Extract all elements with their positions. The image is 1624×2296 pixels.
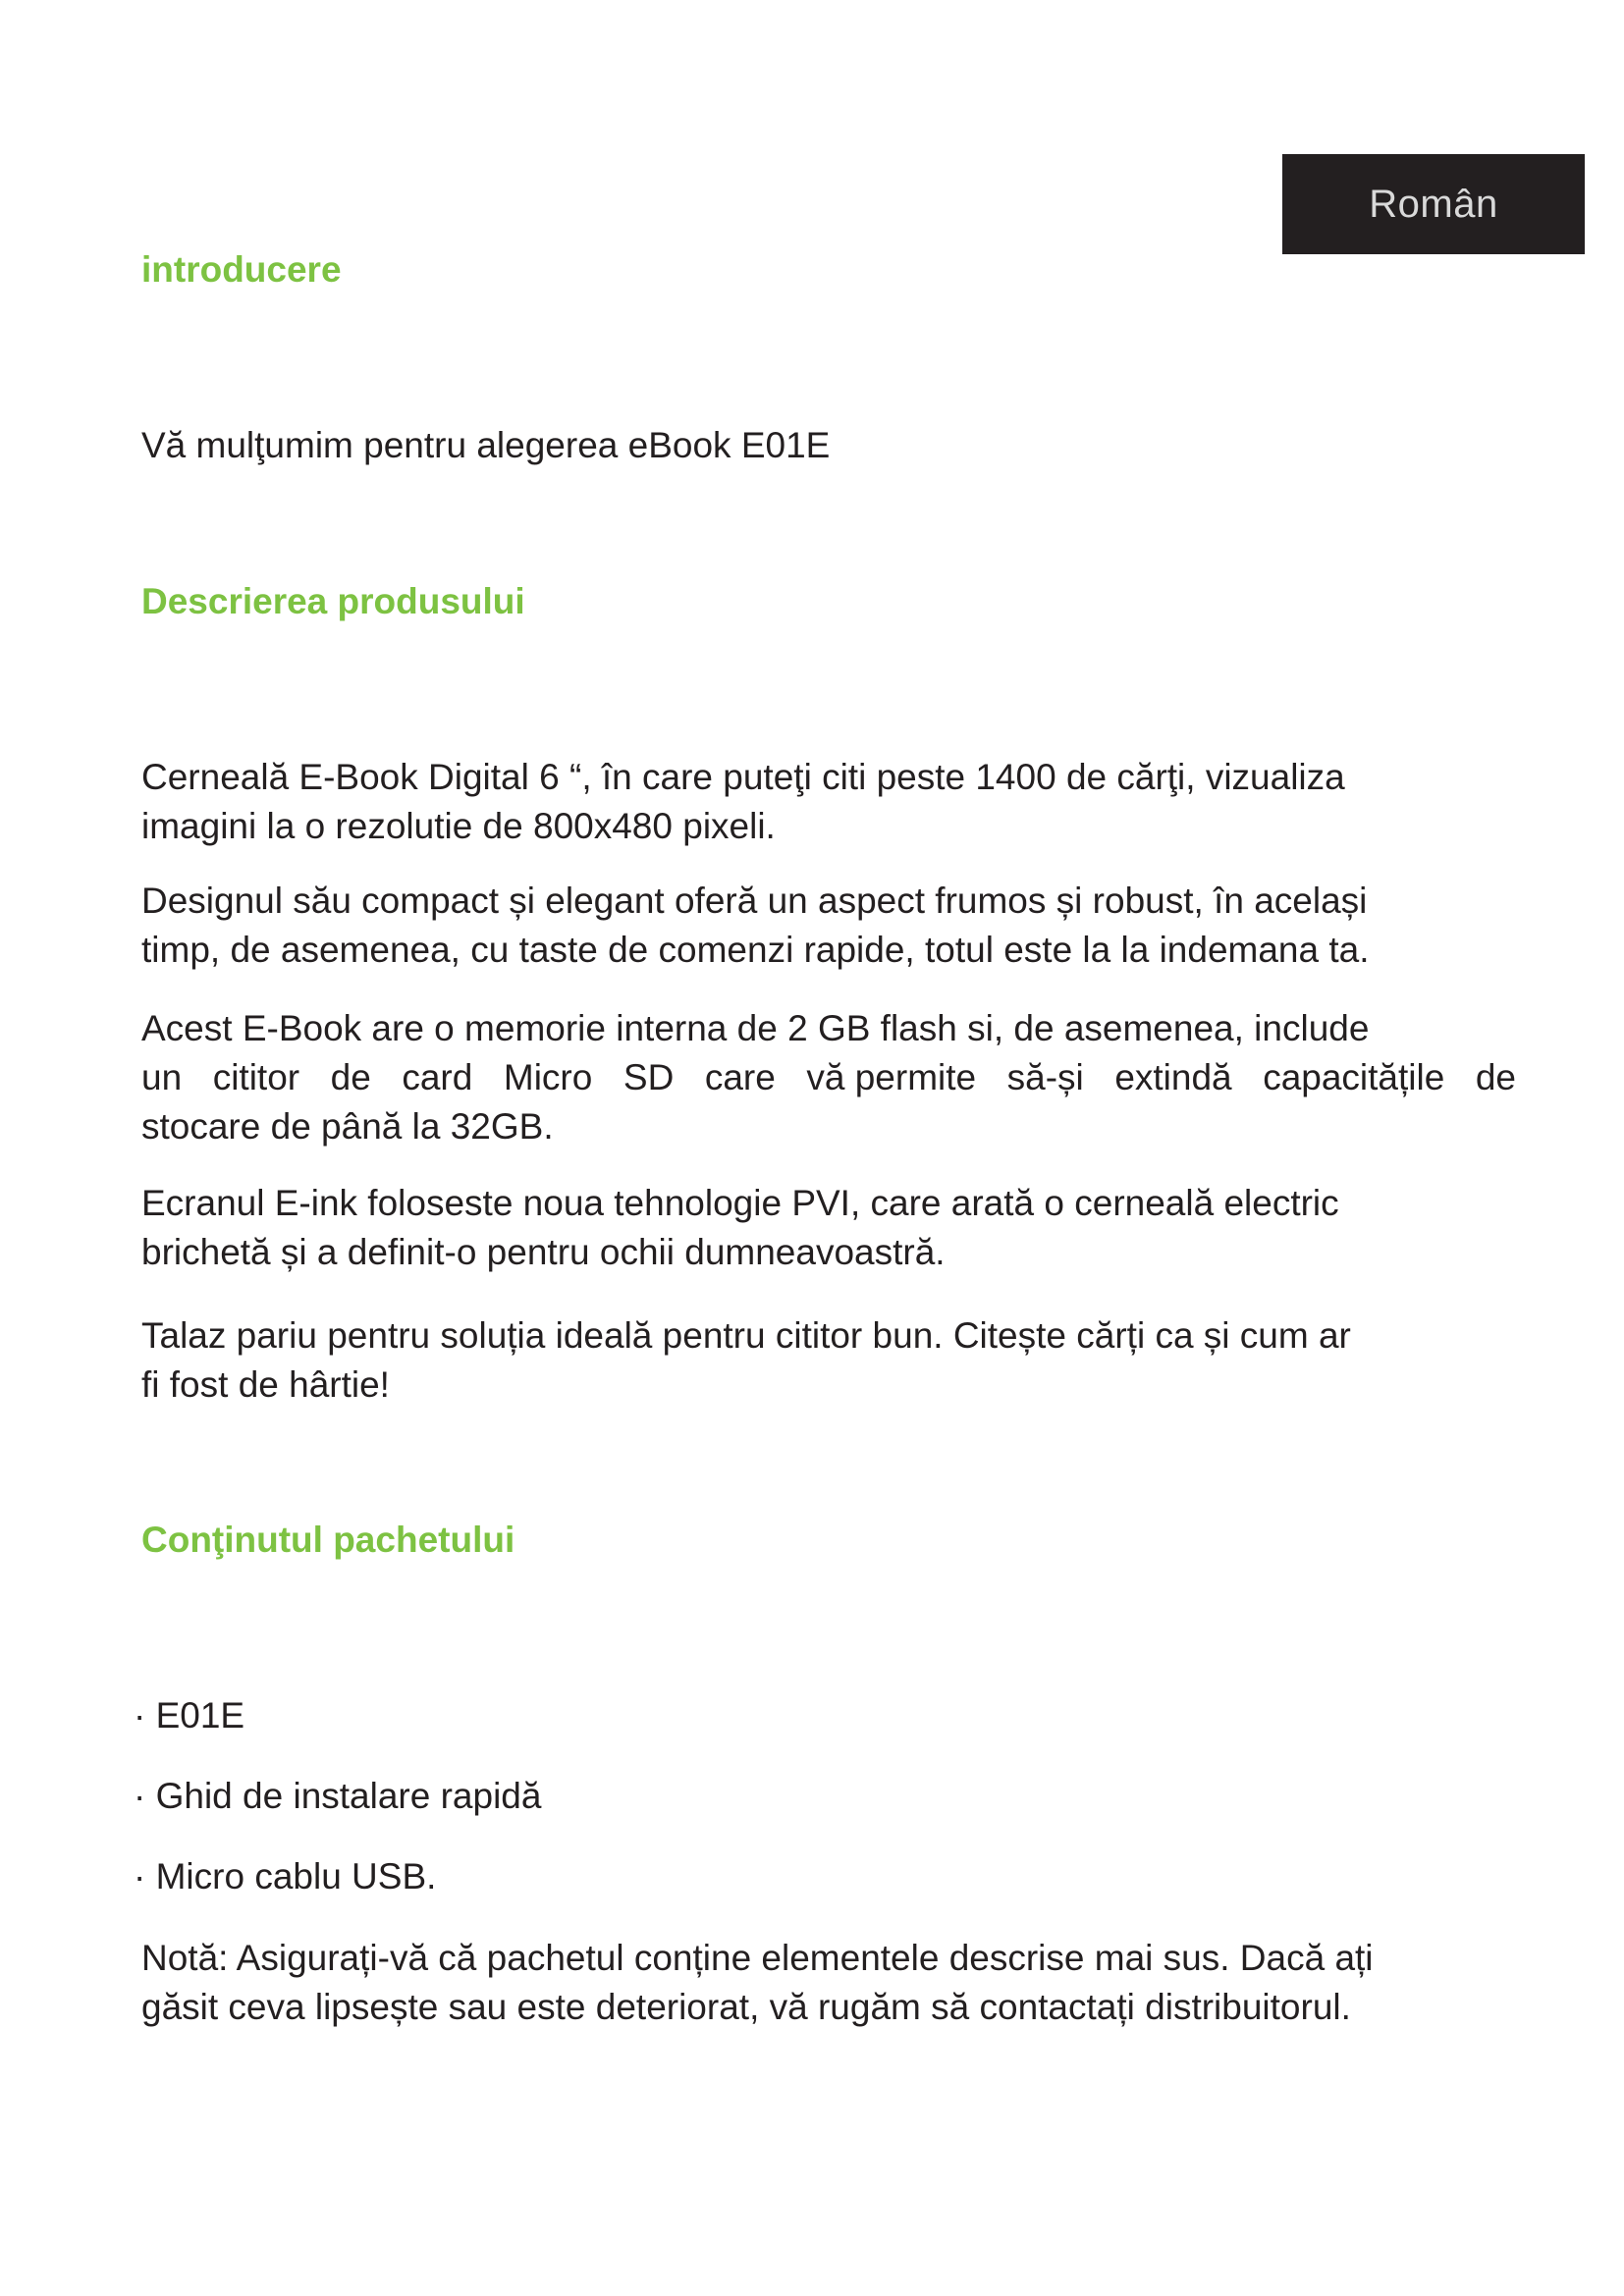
word: Micro <box>503 1057 593 1097</box>
paragraph-line: Notă: Asigurați-vă că pachetul conține elementele descrise mai sus. Dacă ați <box>141 1938 1374 1978</box>
paragraph-line: stocare de până la 32GB. <box>141 1106 554 1147</box>
language-label: Român <box>1369 182 1498 226</box>
thanks-line: Vă mulţumim pentru alegerea eBook E01E <box>141 425 831 465</box>
word: card <box>402 1057 473 1097</box>
description-paragraph-3 <box>141 1004 1516 1151</box>
package-heading: Conţinutul pachetului <box>141 1520 515 1560</box>
package-note <box>141 1934 1516 2032</box>
word: extindă <box>1114 1057 1232 1097</box>
package-item: · E01E <box>134 1695 245 1735</box>
word: SD <box>623 1057 675 1097</box>
description-paragraph-4 <box>141 1179 1516 1277</box>
description-paragraph-2 <box>141 877 1516 975</box>
paragraph-line: Talaz pariu pentru soluția ideală pentru cititor bun. Citește cărți ca și cum ar <box>141 1315 1351 1356</box>
word: care <box>704 1057 776 1097</box>
description-paragraph-1 <box>141 753 1516 851</box>
paragraph-line: brichetă și a definit-o pentru ochii dumneavoastră. <box>141 1232 946 1272</box>
description-heading: Descrierea produsului <box>141 581 525 621</box>
word: cititor <box>212 1057 300 1097</box>
paragraph-line: găsit ceva lipsește sau este deteriorat, vă rugăm să contactați distribuitorul. <box>141 1987 1351 2027</box>
thanks-text <box>141 421 1516 470</box>
word: de <box>1475 1057 1516 1097</box>
package-item: · Micro cablu USB. <box>134 1856 437 1896</box>
paragraph-line: Cerneală E-Book Digital 6 “, în care puteţi citi peste 1400 de cărţi, vizualiza <box>141 757 1345 797</box>
paragraph-line: Ecranul E-ink foloseste noua tehnologie PVI, care arată o cerneală electric <box>141 1183 1339 1223</box>
language-badge <box>1282 154 1585 254</box>
paragraph-line: Acest E-Book are o memorie interna de 2 GB flash si, de asemenea, include <box>141 1008 1370 1048</box>
justified-line <box>141 1053 1516 1102</box>
paragraph-line: timp, de asemenea, cu taste de comenzi rapide, totul este la la indemana ta. <box>141 930 1370 970</box>
package-item: · Ghid de instalare rapidă <box>134 1776 542 1816</box>
description-paragraph-5 <box>141 1311 1516 1410</box>
word: să-și <box>1006 1057 1084 1097</box>
intro-heading: introducere <box>141 249 342 290</box>
paragraph-line: imagini la o rezolutie de 800x480 pixeli. <box>141 806 776 846</box>
paragraph-line: Designul său compact și elegant oferă un aspect frumos și robust, în același <box>141 881 1368 921</box>
word: capacitățile <box>1263 1057 1445 1097</box>
paragraph-line: fi fost de hârtie! <box>141 1364 390 1405</box>
word: un <box>141 1057 183 1097</box>
word: vă permite <box>806 1057 977 1097</box>
word: de <box>330 1057 371 1097</box>
